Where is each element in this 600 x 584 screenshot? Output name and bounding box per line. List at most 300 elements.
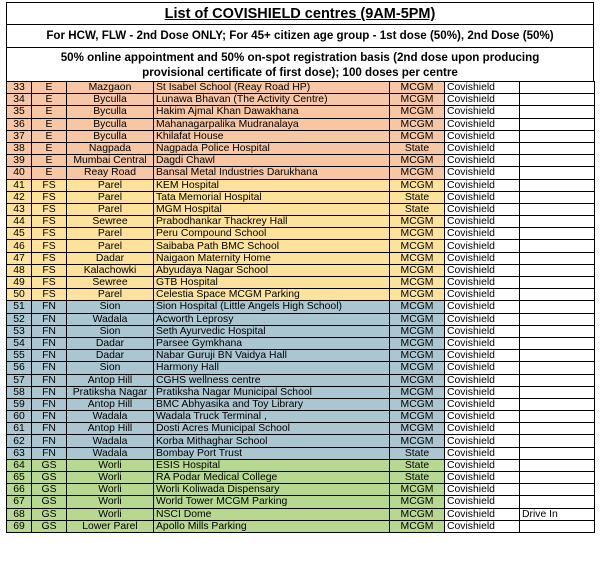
area-cell: Parel	[67, 191, 154, 203]
authority-cell: State	[390, 472, 445, 484]
table-row	[7, 496, 595, 508]
area-cell: Kalachowki	[67, 264, 154, 276]
serial-number: 57	[7, 374, 32, 386]
area-cell: Sewree	[67, 277, 154, 289]
authority-cell: MCGM	[390, 350, 445, 362]
authority-cell: State	[390, 191, 445, 203]
table-row	[7, 82, 595, 94]
authority-cell: MCGM	[390, 411, 445, 423]
list-title-row	[6, 2, 594, 24]
centre-name-cell: Lunawa Bhavan (The Activity Centre)	[154, 94, 390, 106]
centre-name-cell: Parsee Gymkhana	[154, 337, 390, 349]
vaccine-cell: Covishield	[445, 167, 520, 179]
authority-cell: MCGM	[390, 484, 445, 496]
note-cell	[520, 155, 595, 167]
serial-number: 43	[7, 203, 32, 215]
note-cell	[520, 118, 595, 130]
table-row	[7, 313, 595, 325]
note-cell	[520, 520, 595, 532]
centre-name-cell: BMC Abhyasika and Toy Library	[154, 398, 390, 410]
table-row	[7, 386, 595, 398]
note-cell	[520, 142, 595, 154]
note-cell	[520, 94, 595, 106]
centre-name-cell: St Isabel School (Reay Road HP)	[154, 82, 390, 94]
vaccine-cell: Covishield	[445, 423, 520, 435]
note-cell	[520, 484, 595, 496]
centre-name-cell: Wadala Truck Terminal ,	[154, 411, 390, 423]
area-cell: Wadala	[67, 411, 154, 423]
ward-cell: GS	[32, 472, 67, 484]
note-cell	[520, 216, 595, 228]
vaccine-cell: Covishield	[445, 411, 520, 423]
centre-name-cell: Pratiksha Nagar Municipal School	[154, 386, 390, 398]
area-cell: Worli	[67, 459, 154, 471]
serial-number: 61	[7, 423, 32, 435]
serial-number: 68	[7, 508, 32, 520]
vaccine-cell: Covishield	[445, 313, 520, 325]
note-cell	[520, 82, 595, 94]
vaccine-cell: Covishield	[445, 264, 520, 276]
table-row	[7, 130, 595, 142]
serial-number: 54	[7, 337, 32, 349]
area-cell: Wadala	[67, 447, 154, 459]
ward-cell: FS	[32, 252, 67, 264]
area-cell: Byculla	[67, 130, 154, 142]
serial-number: 37	[7, 130, 32, 142]
authority-cell: MCGM	[390, 289, 445, 301]
vaccine-cell: Covishield	[445, 350, 520, 362]
ward-cell: GS	[32, 508, 67, 520]
centre-name-cell: Acworth Leprosy	[154, 313, 390, 325]
ward-cell: FS	[32, 191, 67, 203]
ward-cell: FN	[32, 398, 67, 410]
serial-number: 55	[7, 350, 32, 362]
area-cell: Worli	[67, 508, 154, 520]
ward-cell: E	[32, 155, 67, 167]
serial-number: 53	[7, 325, 32, 337]
serial-number: 41	[7, 179, 32, 191]
ward-cell: FN	[32, 337, 67, 349]
authority-cell: MCGM	[390, 118, 445, 130]
ward-cell: FN	[32, 423, 67, 435]
centre-name-cell: Bansal Metal Industries Darukhana	[154, 167, 390, 179]
vaccine-cell: Covishield	[445, 94, 520, 106]
note-cell	[520, 289, 595, 301]
centre-name-cell: Nagpada Police Hospital	[154, 142, 390, 154]
table-row	[7, 277, 595, 289]
centre-name-cell: Harmony Hall	[154, 362, 390, 374]
note-cell	[520, 106, 595, 118]
serial-number: 60	[7, 411, 32, 423]
authority-cell: State	[390, 447, 445, 459]
area-cell: Sion	[67, 301, 154, 313]
centre-list-sheet	[6, 2, 594, 533]
table-row	[7, 179, 595, 191]
centre-name-cell: Khilafat House	[154, 130, 390, 142]
serial-number: 40	[7, 167, 32, 179]
area-cell: Byculla	[67, 118, 154, 130]
table-row	[7, 142, 595, 154]
ward-cell: FN	[32, 386, 67, 398]
authority-cell: State	[390, 459, 445, 471]
serial-number: 46	[7, 240, 32, 252]
centre-name-cell: Worli Koliwada Dispensary	[154, 484, 390, 496]
serial-number: 47	[7, 252, 32, 264]
ward-cell: FN	[32, 411, 67, 423]
centre-name-cell: Celestia Space MCGM Parking	[154, 289, 390, 301]
authority-cell: MCGM	[390, 337, 445, 349]
area-cell: Parel	[67, 289, 154, 301]
registration-note-line-2: provisional certificate of first dose); 100 doses per centre	[142, 66, 458, 79]
table-row	[7, 252, 595, 264]
note-cell	[520, 240, 595, 252]
table-row	[7, 337, 595, 349]
authority-cell: MCGM	[390, 106, 445, 118]
note-cell	[520, 423, 595, 435]
note-cell	[520, 301, 595, 313]
area-cell: Wadala	[67, 435, 154, 447]
area-cell: Sewree	[67, 216, 154, 228]
authority-cell: MCGM	[390, 508, 445, 520]
table-row	[7, 374, 595, 386]
note-cell	[520, 313, 595, 325]
serial-number: 36	[7, 118, 32, 130]
serial-number: 56	[7, 362, 32, 374]
area-cell: Lower Parel	[67, 520, 154, 532]
authority-cell: MCGM	[390, 325, 445, 337]
vaccine-cell: Covishield	[445, 435, 520, 447]
ward-cell: GS	[32, 484, 67, 496]
table-row	[7, 520, 595, 532]
ward-cell: E	[32, 142, 67, 154]
area-cell: Antop Hill	[67, 423, 154, 435]
ward-cell: FS	[32, 228, 67, 240]
ward-cell: FN	[32, 447, 67, 459]
note-cell	[520, 374, 595, 386]
serial-number: 62	[7, 435, 32, 447]
table-row	[7, 155, 595, 167]
centre-name-cell: MGM Hospital	[154, 203, 390, 215]
table-row	[7, 423, 595, 435]
table-row	[7, 216, 595, 228]
centre-name-cell: World Tower MCGM Parking	[154, 496, 390, 508]
table-row	[7, 264, 595, 276]
ward-cell: E	[32, 94, 67, 106]
authority-cell: MCGM	[390, 130, 445, 142]
ward-cell: FN	[32, 301, 67, 313]
authority-cell: MCGM	[390, 82, 445, 94]
table-row	[7, 411, 595, 423]
ward-cell: FS	[32, 277, 67, 289]
authority-cell: MCGM	[390, 216, 445, 228]
note-cell	[520, 459, 595, 471]
note-cell	[520, 398, 595, 410]
authority-cell: State	[390, 142, 445, 154]
area-cell: Dadar	[67, 350, 154, 362]
ward-cell: FN	[32, 374, 67, 386]
serial-number: 66	[7, 484, 32, 496]
table-row	[7, 398, 595, 410]
vaccine-cell: Covishield	[445, 106, 520, 118]
table-row	[7, 289, 595, 301]
vaccine-cell: Covishield	[445, 240, 520, 252]
ward-cell: E	[32, 130, 67, 142]
area-cell: Parel	[67, 203, 154, 215]
ward-cell: FN	[32, 435, 67, 447]
note-cell	[520, 179, 595, 191]
serial-number: 69	[7, 520, 32, 532]
vaccine-cell: Covishield	[445, 386, 520, 398]
authority-cell: MCGM	[390, 374, 445, 386]
authority-cell: MCGM	[390, 362, 445, 374]
ward-cell: E	[32, 167, 67, 179]
note-cell	[520, 325, 595, 337]
area-cell: Nagpada	[67, 142, 154, 154]
vaccine-cell: Covishield	[445, 459, 520, 471]
ward-cell: FN	[32, 325, 67, 337]
centre-name-cell: Bombay Port Trust	[154, 447, 390, 459]
vaccine-cell: Covishield	[445, 277, 520, 289]
table-row	[7, 350, 595, 362]
ward-cell: GS	[32, 496, 67, 508]
table-row	[7, 508, 595, 520]
vaccine-cell: Covishield	[445, 484, 520, 496]
table-row	[7, 228, 595, 240]
vaccine-cell: Covishield	[445, 142, 520, 154]
table-row	[7, 435, 595, 447]
authority-cell: State	[390, 203, 445, 215]
serial-number: 44	[7, 216, 32, 228]
ward-cell: FN	[32, 313, 67, 325]
vaccine-cell: Covishield	[445, 520, 520, 532]
note-cell	[520, 203, 595, 215]
note-cell	[520, 386, 595, 398]
centre-name-cell: Dagdi Chawl	[154, 155, 390, 167]
authority-cell: MCGM	[390, 435, 445, 447]
vaccine-cell: Covishield	[445, 179, 520, 191]
area-cell: Reay Road	[67, 167, 154, 179]
vaccine-cell: Covishield	[445, 325, 520, 337]
serial-number: 39	[7, 155, 32, 167]
ward-cell: FN	[32, 362, 67, 374]
ward-cell: GS	[32, 520, 67, 532]
authority-cell: MCGM	[390, 252, 445, 264]
area-cell: Sion	[67, 325, 154, 337]
table-row	[7, 118, 595, 130]
serial-number: 42	[7, 191, 32, 203]
table-row	[7, 459, 595, 471]
note-cell	[520, 350, 595, 362]
centre-name-cell: Sion Hospital (Little Angels High School)	[154, 301, 390, 313]
centre-name-cell: RA Podar Medical College	[154, 472, 390, 484]
area-cell: Parel	[67, 240, 154, 252]
centre-name-cell: GTB Hospital	[154, 277, 390, 289]
table-row	[7, 167, 595, 179]
centre-name-cell: Peru Compound School	[154, 228, 390, 240]
ward-cell: E	[32, 82, 67, 94]
table-row	[7, 94, 595, 106]
note-cell	[520, 496, 595, 508]
note-cell	[520, 277, 595, 289]
vaccine-cell: Covishield	[445, 82, 520, 94]
centre-name-cell: Seth Ayurvedic Hospital	[154, 325, 390, 337]
note-cell	[520, 228, 595, 240]
vaccine-cell: Covishield	[445, 374, 520, 386]
serial-number: 59	[7, 398, 32, 410]
area-cell: Parel	[67, 179, 154, 191]
area-cell: Dadar	[67, 252, 154, 264]
centre-name-cell: Naigaon Maternity Home	[154, 252, 390, 264]
serial-number: 58	[7, 386, 32, 398]
authority-cell: MCGM	[390, 94, 445, 106]
centre-name-cell: Mahanagarpalika Mudranalaya	[154, 118, 390, 130]
note-cell	[520, 472, 595, 484]
serial-number: 34	[7, 94, 32, 106]
vaccine-cell: Covishield	[445, 496, 520, 508]
authority-cell: MCGM	[390, 423, 445, 435]
centre-name-cell: CGHS wellness centre	[154, 374, 390, 386]
vaccine-cell: Covishield	[445, 398, 520, 410]
centre-name-cell: KEM Hospital	[154, 179, 390, 191]
note-cell	[520, 362, 595, 374]
ward-cell: FS	[32, 203, 67, 215]
centre-name-cell: NSCI Dome	[154, 508, 390, 520]
serial-number: 38	[7, 142, 32, 154]
vaccine-cell: Covishield	[445, 228, 520, 240]
vaccine-cell: Covishield	[445, 130, 520, 142]
serial-number: 50	[7, 289, 32, 301]
centres-table	[6, 81, 595, 533]
ward-cell: FS	[32, 240, 67, 252]
serial-number: 64	[7, 459, 32, 471]
table-row	[7, 447, 595, 459]
ward-cell: FN	[32, 350, 67, 362]
authority-cell: MCGM	[390, 167, 445, 179]
authority-cell: MCGM	[390, 301, 445, 313]
note-cell	[520, 167, 595, 179]
serial-number: 35	[7, 106, 32, 118]
area-cell: Wadala	[67, 313, 154, 325]
area-cell: Byculla	[67, 94, 154, 106]
serial-number: 45	[7, 228, 32, 240]
area-cell: Parel	[67, 228, 154, 240]
note-cell: Drive In	[520, 508, 595, 520]
vaccine-cell: Covishield	[445, 216, 520, 228]
note-cell	[520, 264, 595, 276]
vaccine-cell: Covishield	[445, 362, 520, 374]
area-cell: Antop Hill	[67, 374, 154, 386]
authority-cell: MCGM	[390, 386, 445, 398]
serial-number: 52	[7, 313, 32, 325]
authority-cell: MCGM	[390, 277, 445, 289]
centre-name-cell: Tata Memorial Hospital	[154, 191, 390, 203]
vaccine-cell: Covishield	[445, 252, 520, 264]
registration-note	[6, 47, 594, 81]
vaccine-cell: Covishield	[445, 508, 520, 520]
authority-cell: MCGM	[390, 264, 445, 276]
vaccine-cell: Covishield	[445, 118, 520, 130]
ward-cell: FS	[32, 264, 67, 276]
centre-name-cell: Apollo Mills Parking	[154, 520, 390, 532]
serial-number: 63	[7, 447, 32, 459]
serial-number: 65	[7, 472, 32, 484]
authority-cell: MCGM	[390, 155, 445, 167]
centre-name-cell: Saibaba Path BMC School	[154, 240, 390, 252]
serial-number: 48	[7, 264, 32, 276]
ward-cell: FS	[32, 289, 67, 301]
centre-name-cell: Hakim Ajmal Khan Dawakhana	[154, 106, 390, 118]
ward-cell: E	[32, 106, 67, 118]
authority-cell: MCGM	[390, 398, 445, 410]
area-cell: Dadar	[67, 337, 154, 349]
vaccine-cell: Covishield	[445, 155, 520, 167]
serial-number: 33	[7, 82, 32, 94]
area-cell: Sion	[67, 362, 154, 374]
serial-number: 51	[7, 301, 32, 313]
centre-name-cell: Nabar Guruji BN Vaidya Hall	[154, 350, 390, 362]
table-row	[7, 191, 595, 203]
authority-cell: MCGM	[390, 228, 445, 240]
eligibility-subtitle: For HCW, FLW - 2nd Dose ONLY; For 45+ citizen age group - 1st dose (50%), 2nd Dose (50%)	[6, 24, 594, 47]
note-cell	[520, 411, 595, 423]
table-row	[7, 362, 595, 374]
note-cell	[520, 130, 595, 142]
serial-number: 49	[7, 277, 32, 289]
centre-name-cell: Prabodhankar Thackrey Hall	[154, 216, 390, 228]
centre-name-cell: Abyudaya Nagar School	[154, 264, 390, 276]
vaccine-cell: Covishield	[445, 203, 520, 215]
centre-name-cell: Dosti Acres Municipal School	[154, 423, 390, 435]
vaccine-cell: Covishield	[445, 447, 520, 459]
ward-cell: FS	[32, 216, 67, 228]
note-cell	[520, 435, 595, 447]
table-row	[7, 203, 595, 215]
table-row	[7, 301, 595, 313]
ward-cell: FS	[32, 179, 67, 191]
authority-cell: MCGM	[390, 179, 445, 191]
note-cell	[520, 447, 595, 459]
vaccine-cell: Covishield	[445, 289, 520, 301]
area-cell: Worli	[67, 496, 154, 508]
list-title: List of COVISHIELD centres (9AM-5PM)	[164, 6, 436, 22]
authority-cell: MCGM	[390, 520, 445, 532]
note-cell	[520, 337, 595, 349]
ward-cell: E	[32, 118, 67, 130]
table-row	[7, 240, 595, 252]
serial-number: 67	[7, 496, 32, 508]
area-cell: Byculla	[67, 106, 154, 118]
centres-table-body	[7, 82, 595, 533]
area-cell: Antop Hill	[67, 398, 154, 410]
registration-note-line-1: 50% online appointment and 50% on-spot registration basis (2nd dose upon producing	[60, 51, 540, 64]
authority-cell: MCGM	[390, 313, 445, 325]
vaccine-cell: Covishield	[445, 191, 520, 203]
note-cell	[520, 191, 595, 203]
note-cell	[520, 252, 595, 264]
authority-cell: MCGM	[390, 240, 445, 252]
ward-cell: GS	[32, 459, 67, 471]
authority-cell: MCGM	[390, 496, 445, 508]
area-cell: Mumbai Central	[67, 155, 154, 167]
table-row	[7, 325, 595, 337]
table-row	[7, 106, 595, 118]
vaccine-cell: Covishield	[445, 301, 520, 313]
vaccine-cell: Covishield	[445, 472, 520, 484]
centre-name-cell: ESIS Hospital	[154, 459, 390, 471]
table-row	[7, 484, 595, 496]
table-row	[7, 472, 595, 484]
area-cell: Pratiksha Nagar	[67, 386, 154, 398]
